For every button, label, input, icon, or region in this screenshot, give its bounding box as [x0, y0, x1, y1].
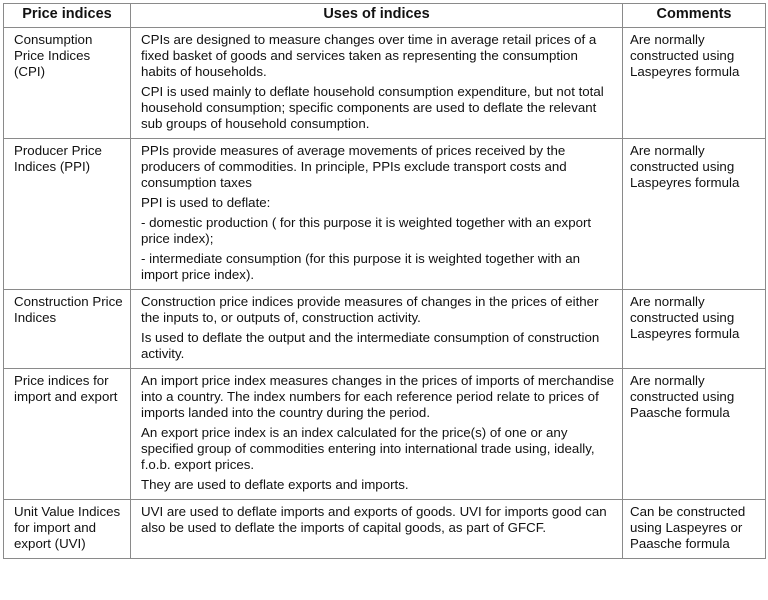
comment-cell: Are normally constructed using Laspeyres formula — [623, 139, 766, 290]
uses-cell — [131, 139, 623, 290]
price-index-name: Price indices for import and export — [4, 369, 131, 500]
uses-paragraph: - domestic production ( for this purpose it is weighted together with an export price index); — [141, 215, 592, 246]
uses-paragraph: They are used to deflate exports and imports. — [141, 477, 409, 492]
uses-paragraph: An export price index is an index calculated for the price(s) of one or any specified group of commodities entering into international trade using, ideally, f.o.b. export prices. — [141, 425, 595, 472]
table-row — [4, 290, 766, 369]
price-index-name: Construction Price Indices — [4, 290, 131, 369]
uses-paragraph: - intermediate consumption (for this purpose it is weighted together with an import price index). — [141, 251, 581, 282]
header-row — [4, 4, 766, 28]
uses-paragraph: An import price index measures changes in the prices of imports of merchandise into a country. The index numbers for each reference period relate to prices of imports landed into the country during the period. — [141, 373, 615, 420]
uses-paragraph: PPIs provide measures of average movements of prices received by the producers of commodities. In principle, PPIs exclude transport costs and consumption taxes — [141, 143, 567, 190]
table-row — [4, 369, 766, 500]
uses-paragraph: Construction price indices provide measures of changes in the prices of either the inputs to, or outputs of, construction activity. — [141, 294, 599, 325]
table-row — [4, 28, 766, 139]
header-comments: Comments — [623, 4, 766, 28]
comment-cell: Are normally constructed using Paasche formula — [623, 369, 766, 500]
table-body — [4, 28, 766, 559]
table-row — [4, 139, 766, 290]
header-uses-of-indices: Uses of indices — [131, 4, 623, 28]
comment-cell: Are normally constructed using Laspeyres formula — [623, 290, 766, 369]
price-indices-table — [3, 3, 766, 559]
price-index-name: Unit Value Indices for import and export (UVI) — [4, 500, 131, 559]
uses-cell — [131, 369, 623, 500]
uses-paragraph: PPI is used to deflate: — [141, 195, 271, 210]
uses-cell — [131, 500, 623, 559]
uses-paragraph: Is used to deflate the output and the intermediate consumption of construction activity. — [141, 330, 600, 361]
price-index-name: Producer Price Indices (PPI) — [4, 139, 131, 290]
uses-paragraph: CPI is used mainly to deflate household consumption expenditure, but not total household consumption; specific components are used to deflate the relevant sub groups of household consumption. — [141, 84, 604, 131]
header-price-indices: Price indices — [4, 4, 131, 28]
price-index-name: Consumption Price Indices (CPI) — [4, 28, 131, 139]
uses-cell — [131, 290, 623, 369]
uses-paragraph: CPIs are designed to measure changes over time in average retail prices of a fixed basket of goods and services taken as representing the consumption habits of households. — [141, 32, 597, 79]
table-row — [4, 500, 766, 559]
comment-cell: Can be constructed using Laspeyres or Paasche formula — [623, 500, 766, 559]
comment-cell: Are normally constructed using Laspeyres formula — [623, 28, 766, 139]
uses-paragraph: UVI are used to deflate imports and exports of goods. UVI for imports good can also be used to deflate the imports of capital goods, as part of GFCF. — [141, 504, 607, 535]
uses-cell — [131, 28, 623, 139]
